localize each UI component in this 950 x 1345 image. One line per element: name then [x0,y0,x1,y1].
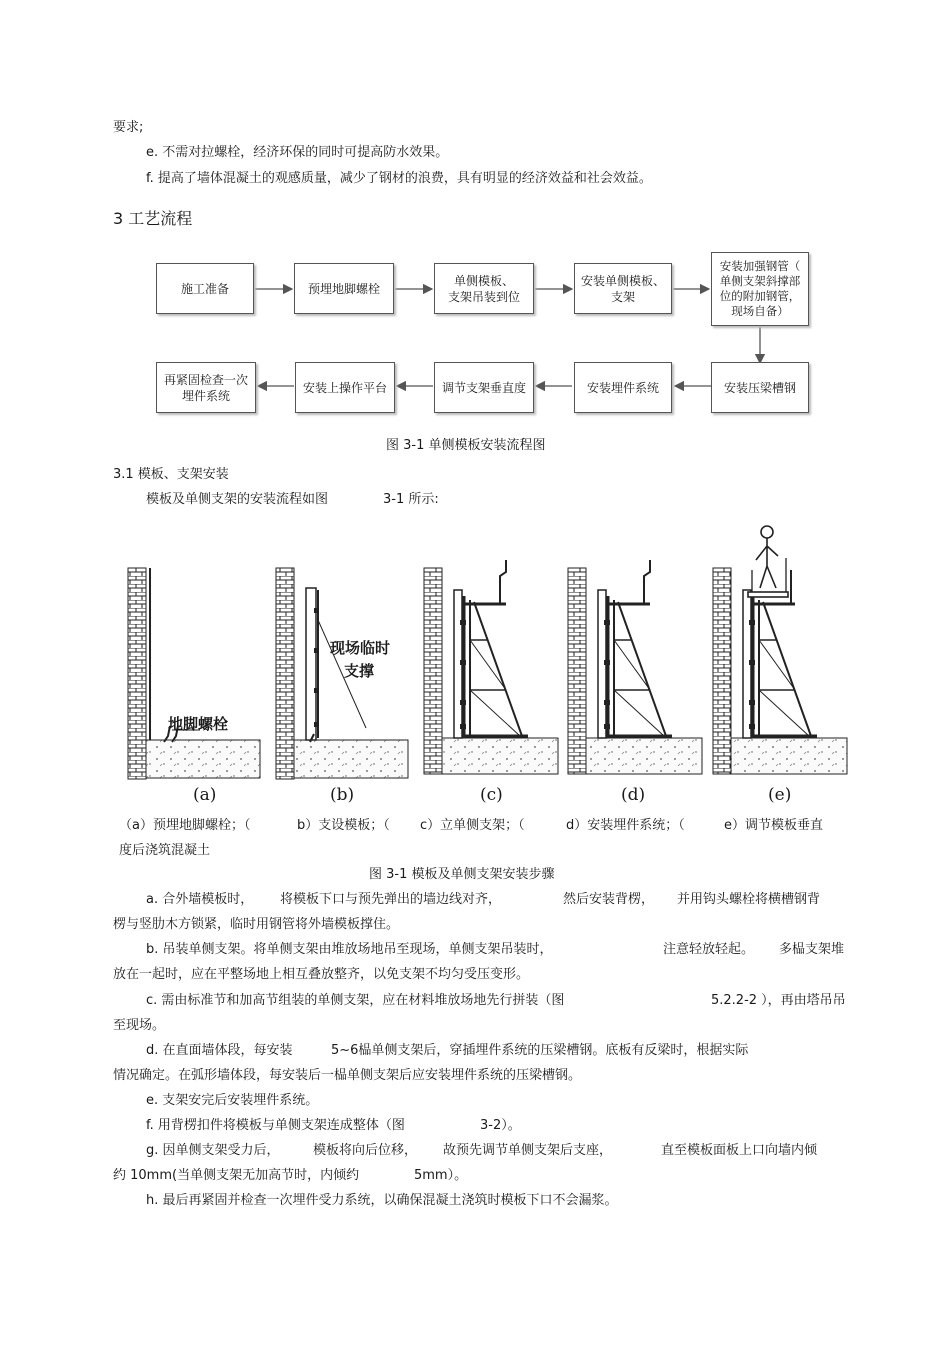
flow-step-8: 调节支架垂直度 [434,362,534,413]
panel-caption-e: (e) [768,785,792,805]
para-a: a. 合外墙模板时， [146,892,254,907]
para-a: 并用钩头螺栓将横槽钢背 [677,892,821,907]
para-e: e. 支架安完后安装埋件系统。 [146,1093,319,1108]
para-a: 将模板下口与预先弹出的墙边线对齐， [280,892,502,907]
figure-step-d: d）安装埋件系统；（ [566,818,685,833]
para-a: 楞与竖肋木方锁紧，临时用钢管将外墙模板撑住。 [113,917,400,932]
para-h: h. 最后再紧固并检查一次埋件受力系统，以确保混凝土浇筑时模板下口不会漏浆。 [146,1193,618,1208]
section-3-title: 3 工艺流程 [113,209,193,228]
panel-caption-b: (b) [330,785,355,805]
section-3-1-intro: 模板及单侧支架的安装流程如图 [146,492,329,507]
para-b: 多榀支架堆 [779,942,845,957]
para-d: d. 在直面墙体段，每安装 [146,1043,293,1058]
para-b: 放在一起时，应在平整场地上相互叠放整齐，以免支架不均匀受压变形。 [113,967,530,982]
panel-caption-a: (a) [193,785,217,805]
flow-step-10: 再紧固检查一次 埋件系统 [156,362,256,413]
flow-step-6: 安装压梁槽钢 [711,362,809,413]
flow-step-5: 安装加强钢管（ 单侧支架斜撑部 位的附加钢管， 现场自备） [711,252,809,326]
panel-e-drawing [713,568,847,774]
para-d: 情况确定。在弧形墙体段，每安装后一榀单侧支架后应安装埋件系统的压梁槽钢。 [113,1068,582,1083]
label-anchor-bolt: 地脚螺栓 [168,715,229,733]
label-temp-support-2: 支撑 [344,662,375,680]
panel-d-drawing [568,560,702,774]
intro-item-f: f. 提高了墙体混凝土的观感质量，减少了钢材的浪费，具有明显的经济效益和社会效益。 [146,171,652,186]
panel-a-drawing [128,568,260,779]
para-g: 约 10mm(当单侧支架无加高节时，内倾约 [113,1168,360,1183]
para-a: 然后安装背楞， [563,892,655,907]
figure-caption: 图 3-1 模板及单侧支架安装步骤 [369,867,555,882]
para-b: 注意轻放轻起。 [663,942,755,957]
figure-step-e: e）调节模板垂直 [724,818,823,833]
para-g: 模板将向后位移， [313,1143,418,1158]
para-b: b. 吊装单侧支架。将单侧支架由堆放场地吊至现场，单侧支架吊装时， [146,942,553,957]
worker-figure [748,526,788,597]
panel-b-drawing [276,568,408,779]
para-g: 直至模板面板上口向墙内倾 [661,1143,818,1158]
para-c: 5.2.2-2 ），再由塔吊吊 [711,993,846,1008]
para-d: 5~6榀单侧支架后，穿插埋件系统的压梁槽钢。底板有反梁时，根据实际 [331,1043,749,1058]
flow-step-4: 安装单侧模板、 支架 [574,263,672,314]
label-temp-support-1: 现场临时 [330,639,391,657]
flow-step-9: 安装上操作平台 [295,362,395,413]
figure-step-a: （a）预埋地脚螺栓；（ [119,818,251,833]
para-f: 3-2）。 [480,1118,521,1133]
section-3-1-intro-ref: 3-1 所示: [383,492,439,507]
figure-step-e-cont: 度后浇筑混凝土 [119,843,211,858]
figure-step-c: c）立单侧支架；（ [420,818,525,833]
section-3-1-title: 3.1 模板、支架安装 [113,467,229,482]
figure-step-b: b）支设模板；（ [297,818,390,833]
panel-caption-d: (d) [621,785,646,805]
para-g: 故预先调节单侧支架后支座， [443,1143,613,1158]
flow-step-3: 单侧模板、 支架吊装到位 [434,263,534,314]
para-c: 至现场。 [113,1018,166,1033]
para-c: c. 需由标准节和加高节组装的单侧支架，应在材料堆放场地先行拼装（图 [146,993,565,1008]
flowchart-caption: 图 3-1 单侧模板安装流程图 [386,438,546,453]
flow-step-7: 安装埋件系统 [574,362,672,413]
intro-item-e: e. 不需对拉螺栓，经济环保的同时可提高防水效果。 [146,145,449,160]
para-g: g. 因单侧支架受力后， [146,1143,280,1158]
intro-line: 要求; [113,120,144,135]
panel-c-drawing [424,560,558,774]
flow-step-1: 施工准备 [156,263,254,314]
panel-caption-c: (c) [480,785,503,805]
para-g: 5mm）。 [414,1168,468,1183]
flow-step-2: 预埋地脚螺栓 [294,263,394,314]
para-f: f. 用背楞扣件将模板与单侧支架连成整体（图 [146,1118,405,1133]
